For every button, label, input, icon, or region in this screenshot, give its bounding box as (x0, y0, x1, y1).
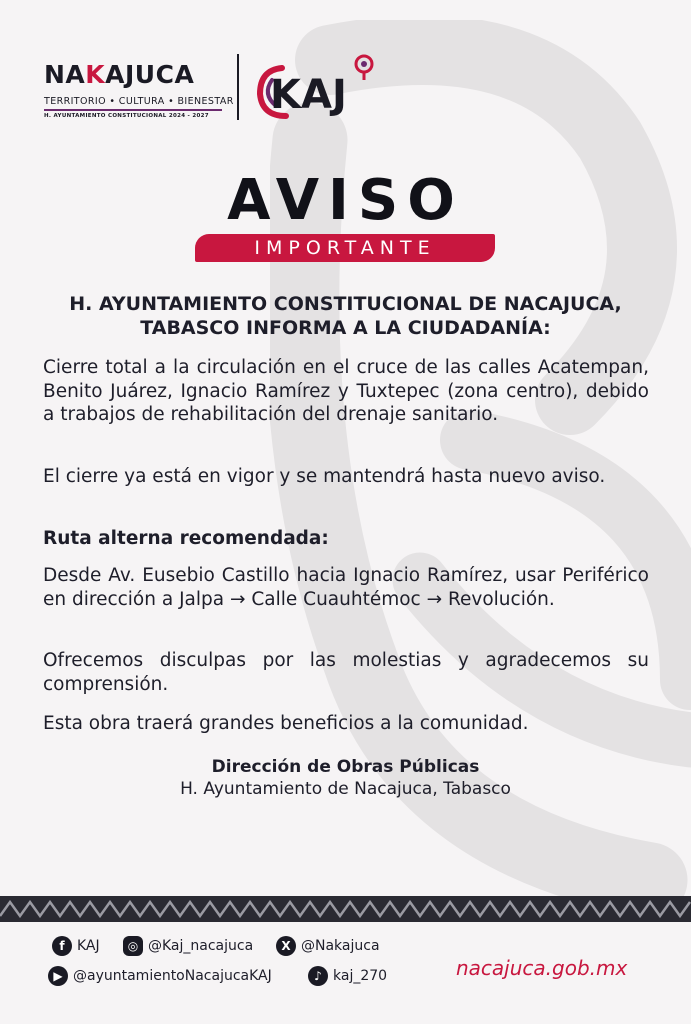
heading-line-2: TABASCO INFORMA A LA CIUDADANÍA: (140, 317, 551, 339)
benefit-paragraph: Esta obra traerá grandes beneficios a la comunidad. (43, 713, 529, 734)
logo-divider (237, 54, 239, 120)
tiktok-icon: ♪ (308, 966, 328, 986)
in-force-paragraph: El cierre ya está en vigor y se mantendrá hasta nuevo aviso. (43, 466, 606, 487)
youtube-handle: @ayuntamientoNacajucaKAJ (73, 968, 272, 984)
social-x[interactable] (276, 936, 380, 956)
facebook-handle: KAJ (77, 938, 100, 954)
social-facebook[interactable] (52, 936, 100, 956)
importante-label: IMPORTANTE (254, 237, 436, 259)
nacajuca-administration-text: H. AYUNTAMIENTO CONSTITUCIONAL 2024 - 2027 (44, 113, 209, 119)
closure-paragraph: Cierre total a la circulación en el cruce de las calles Acatempan, Benito Juárez, Ignacio Ramírez y Tuxtepec (zona centro), debido a trabajos de rehabilitación del drenaje sanitario. (43, 357, 649, 425)
nacajuca-logo (44, 56, 234, 126)
logo-underline (44, 109, 222, 111)
route-paragraph: Desde Av. Eusebio Castillo hacia Ignacio Ramírez, usar Periférico en dirección a Jalpa → Calle Cuauhtémoc → Revolución. (43, 565, 649, 610)
website-link[interactable]: nacajuca.gob.mx (456, 956, 628, 980)
facebook-icon: f (52, 936, 72, 956)
signature-entity: H. Ayuntamiento de Nacajuca, Tabasco (180, 779, 511, 799)
social-tiktok[interactable] (308, 966, 387, 986)
heading-line-1: H. AYUNTAMIENTO CONSTITUCIONAL DE NACAJUCA, (69, 293, 622, 315)
instagram-icon: ◎ (123, 936, 143, 956)
nacajuca-wordmark: NAKAJUCA (44, 60, 195, 89)
svg-text:KAJ: KAJ (270, 72, 347, 118)
notice-heading (20, 292, 671, 340)
social-instagram[interactable] (123, 936, 253, 956)
tiktok-handle: kaj_270 (333, 968, 388, 984)
route-heading: Ruta alterna recomendada: (43, 528, 329, 549)
youtube-icon: ▶ (48, 966, 68, 986)
social-youtube[interactable] (48, 966, 272, 986)
nacajuca-tagline: TERRITORIO • CULTURA • BIENESTAR (44, 96, 234, 107)
apology-paragraph: Ofrecemos disculpas por las molestias y agradecemos su comprensión. (43, 650, 649, 695)
kaj-logo (252, 50, 382, 122)
x-handle: @Nakajuca (301, 938, 380, 954)
decorative-pattern-band (0, 896, 691, 922)
instagram-handle: @Kaj_nacajuca (148, 938, 254, 954)
signature-department: Dirección de Obras Públicas (211, 757, 480, 777)
aviso-title: AVISO (227, 168, 464, 233)
x-icon: X (276, 936, 296, 956)
